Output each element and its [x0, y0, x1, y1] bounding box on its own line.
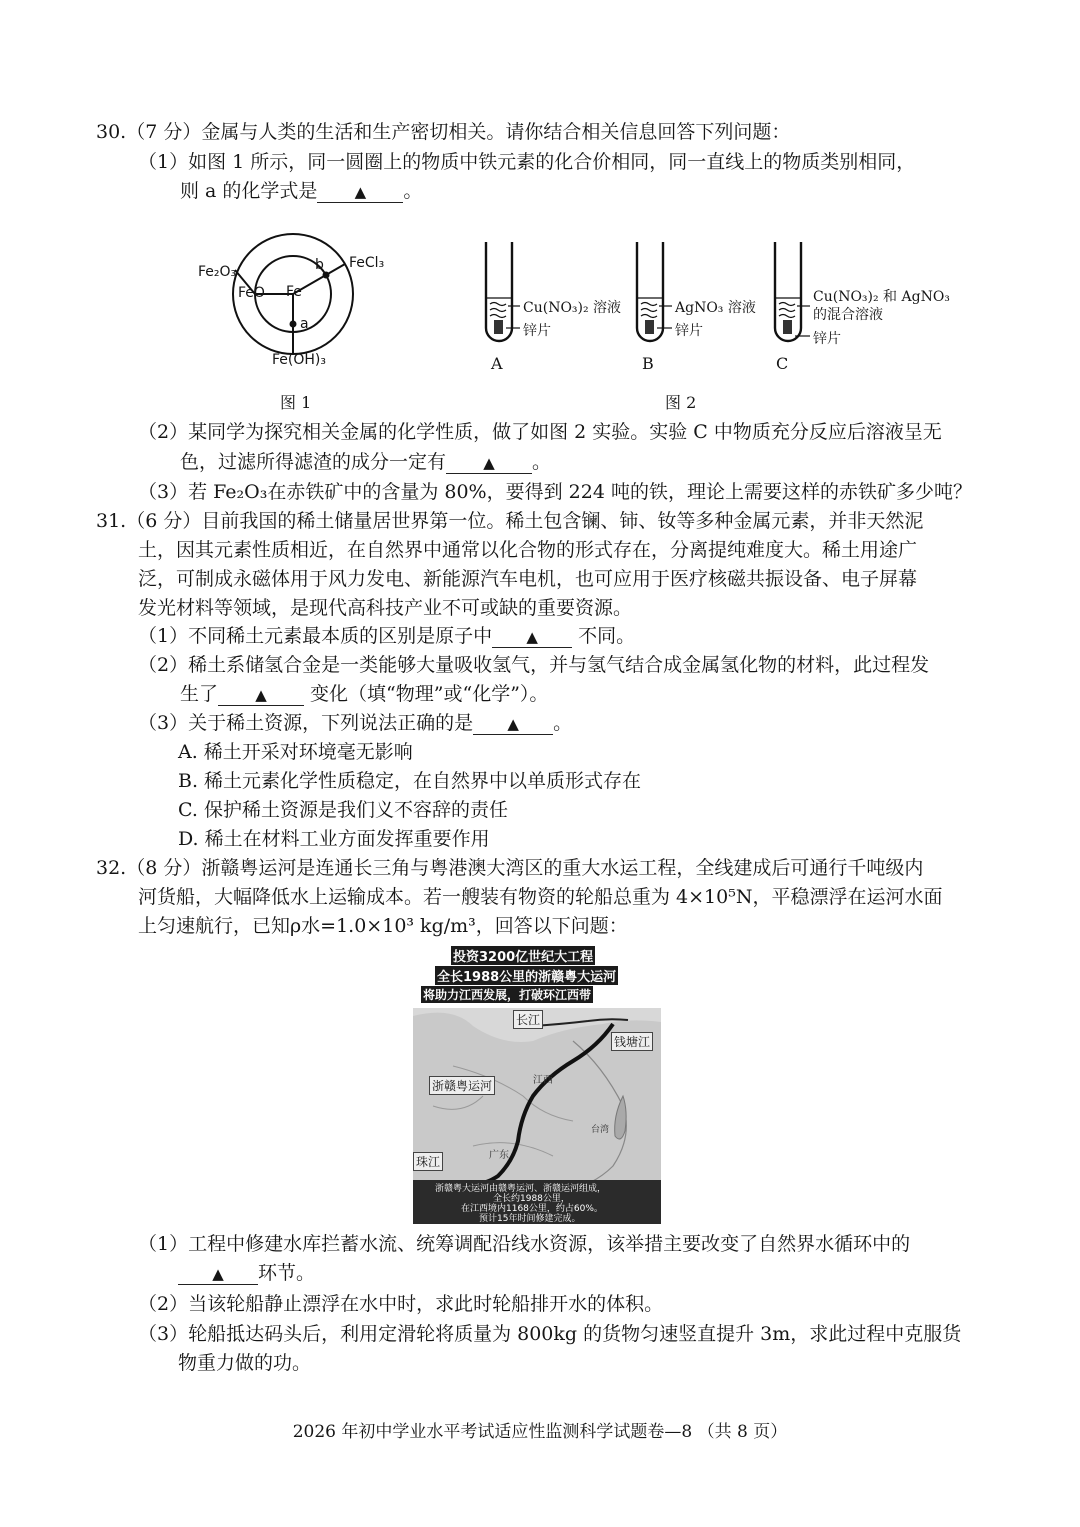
point-a-label: a [300, 316, 309, 332]
q32-heading: 32.（8 分）浙赣粤运河是连通长三角与粤港澳大湾区的重大水运工程，全线建成后可通行千吨级内 [96, 857, 924, 879]
answer-blank[interactable]: ▲ [178, 1264, 258, 1285]
tube-c-solution-label-2: 的混合溶液 [813, 307, 883, 323]
map-label-canal: 浙赣粤运河 [429, 1076, 495, 1095]
q31-option-c[interactable]: C. 保护稀土资源是我们义不容辞的责任 [178, 799, 508, 821]
q30-part3: （3）若 Fe₂O₃在赤铁矿中的含量为 80%，要得到 224 吨的铁，理论上需要这样的赤铁矿多少吨？ [138, 481, 972, 503]
q31-heading: 31.（6 分）目前我国的稀土储量居世界第一位。稀土包含镧、铈、钕等多种金属元素，并非天然泥 [96, 510, 924, 532]
q31-part2-line1: （2）稀土系储氢合金是一类能够大量吸收氢气，并与氢气结合成金属氢化物的材料，此过程发 [138, 654, 930, 676]
tube-c-zinc-label: 锌片 [813, 331, 841, 347]
q31-text-line2: 土，因其元素性质相近，在自然界中通常以化合物的形式存在，分离提纯难度大。稀土用途广 [138, 539, 918, 561]
q30-heading: 30.（7 分）金属与人类的生活和生产密切相关。请你结合相关信息回答下列问题： [96, 121, 791, 143]
q31-option-b[interactable]: B. 稀土元素化学性质稳定，在自然界中以单质形式存在 [178, 770, 642, 792]
map-note-line-1: 浙赣粤大运河由赣粤运河、浙赣运河组成， [435, 1184, 607, 1194]
answer-blank[interactable]: ▲ [317, 182, 403, 203]
tube-b-zinc-label: 锌片 [675, 323, 703, 339]
q30-part2-line2: 色，过滤所得滤渣的成分一定有 ▲ 。 [180, 451, 552, 473]
feo-label: FeO [238, 285, 265, 301]
map-label-zhujiang: 珠江 [413, 1152, 443, 1171]
map-note-line-3: 在江西境内1168公里，约占60%。 [461, 1204, 603, 1214]
map-label-taiwan: 台湾 [591, 1125, 610, 1135]
map-label-qiantangjiang: 钱塘江 [611, 1032, 653, 1051]
answer-blank[interactable]: ▲ [446, 453, 532, 474]
q32-part1-line1: （1）工程中修建水库拦蓄水流、统筹调配沿线水资源，该举措主要改变了自然界水循环中的 [138, 1233, 911, 1255]
map-title-line-2: 全长1988公里的浙赣粤大运河 [435, 966, 618, 985]
figure-2-caption: 图 2 [665, 393, 697, 412]
q31-text-line3: 泛，可制成永磁体用于风力发电、新能源汽车电机，也可应用于医疗核磁共振设备、电子屏幕 [138, 568, 918, 590]
map-label-changjiang: 长江 [513, 1010, 543, 1029]
tube-c-solution-label-1: Cu(NO₃)₂ 和 AgNO₃ [813, 289, 950, 305]
q32-text-line3: 上匀速航行，已知ρ水=1.0×10³ kg/m³，回答以下问题： [138, 915, 628, 937]
map-title-line-1: 投资3200亿世纪大工程 [451, 946, 595, 965]
tube-a-solution-label: Cu(NO₃)₂ 溶液 [523, 300, 622, 316]
q32-part2: （2）当该轮船静止漂浮在水中时，求此时轮船排开水的体积。 [138, 1293, 664, 1315]
q31-part1: （1）不同稀土元素最本质的区别是原子中 ▲ 不同。 [138, 625, 636, 647]
map-note-line-4: 预计15年时间修建完成。 [479, 1214, 581, 1224]
fe2o3-label: Fe₂O₃ [198, 264, 237, 280]
tube-b-solution-label: AgNO₃ 溶液 [675, 300, 756, 316]
map-title-line-3: 将助力江西发展，打破环江西带 [423, 988, 592, 1002]
map-label-guangdong: 广东 [489, 1150, 509, 1161]
q31-option-a[interactable]: A. 稀土开采对环境毫无影响 [178, 741, 413, 763]
q31-option-d[interactable]: D. 稀土在材料工业方面发挥重要作用 [178, 828, 490, 850]
tube-a-caption: A [491, 354, 503, 373]
fecl3-label: FeCl₃ [349, 255, 385, 271]
answer-blank[interactable]: ▲ [473, 714, 553, 735]
q30-part2-line1: （2）某同学为探究相关金属的化学性质，做了如图 2 实验。实验 C 中物质充分反应后溶液呈无 [138, 421, 942, 443]
q31-text-line4: 发光材料等领域，是现代高科技产业不可或缺的重要资源。 [138, 597, 633, 619]
q30-part1-line2: 则 a 的化学式是 ▲ 。 [180, 180, 423, 202]
q32-text-line2: 河货船，大幅降低水上运输成本。若一艘装有物资的轮船总重为 4×10⁵N，平稳漂浮在运河水面 [138, 886, 943, 908]
feoh3-label: Fe(OH)₃ [272, 352, 326, 368]
point-b-label: b [315, 257, 324, 273]
q32-part1-line2: ▲ 环节。 [178, 1260, 315, 1286]
figure-2-leader-lines [0, 0, 1080, 400]
map-note-line-2: 全长约1988公里， [493, 1194, 570, 1204]
q32-part3-line1: （3）轮船抵达码头后，利用定滑轮将质量为 800kg 的货物匀速竖直提升 3m，求此过程中克服货 [138, 1323, 962, 1345]
q32-part3-line2: 物重力做的功。 [178, 1352, 312, 1374]
q31-part2-line2: 生了 ▲ 变化（填“物理”或“化学”）。 [180, 683, 549, 705]
tube-c-caption: C [776, 354, 789, 373]
fe-label: Fe [286, 284, 302, 300]
page-footer: 2026 年初中学业水平考试适应性监测科学试题卷—8 （共 8 页） [292, 1422, 788, 1442]
figure-1-caption: 图 1 [280, 393, 312, 412]
tube-b-caption: B [642, 354, 654, 373]
answer-blank[interactable]: ▲ [218, 685, 304, 706]
tube-a-zinc-label: 锌片 [523, 323, 551, 339]
canal-map-image [413, 946, 661, 1224]
q30-part1-line1: （1）如图 1 所示，同一圆圈上的物质中铁元素的化合价相同，同一直线上的物质类别相同， [138, 151, 916, 173]
map-label-jiangxi: 江西 [533, 1075, 553, 1086]
answer-blank[interactable]: ▲ [492, 627, 572, 648]
q31-part3: （3）关于稀土资源，下列说法正确的是 ▲ 。 [138, 712, 573, 734]
